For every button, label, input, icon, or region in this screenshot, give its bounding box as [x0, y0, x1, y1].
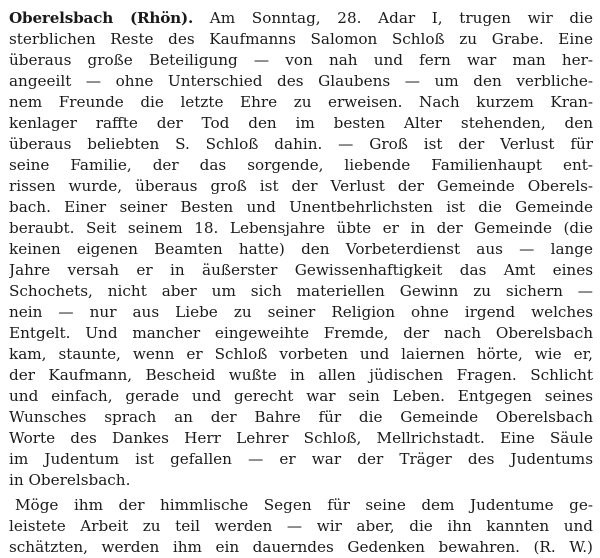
article-line: überaus beliebten S. Schloß dahin. — Groß ist der Verlust für — [9, 135, 593, 153]
article-line: rissen wurde, überaus groß ist der Verlust der Gemeinde Oberels- — [9, 177, 593, 195]
article-line: bach. Einer seiner Besten und Unentbehrlichsten ist die Gemeinde — [9, 198, 593, 216]
article-line: kam, staunte, wenn er Schloß vorbeten und laiernen hörte, wie er, — [9, 345, 593, 363]
article — [9, 8, 593, 558]
article-line: im Judentum ist gefallen — er war der Träger des Judentums — [9, 450, 593, 468]
article-line-text: Am Sonntag, 28. Adar I, trugen wir die — [193, 9, 593, 27]
article-line: schätzten, werden ihm ein dauerndes Gedenken bewahren. (R. W.) — [9, 538, 593, 556]
article-heading: Oberelsbach (Rhön). — [9, 9, 194, 27]
article-line: kenlager raffte der Tod den im besten Alter stehenden, den — [9, 114, 593, 132]
article-line — [9, 8, 593, 29]
article-line: Entgelt. Und mancher eingeweihte Fremde, der nach Oberelsbach — [9, 324, 593, 342]
article-line: überaus große Beteiligung — von nah und fern war man her- — [9, 51, 593, 69]
article-line: Worte des Dankes Herr Lehrer Schloß, Mellrichstadt. Eine Säule — [9, 429, 593, 447]
article-line: nem Freunde die letzte Ehre zu erweisen. Nach kurzem Kran- — [9, 93, 593, 111]
article-line: und einfach, gerade und gerecht war sein Leben. Entgegen seines — [9, 387, 593, 405]
article-line: sterblichen Reste des Kaufmanns Salomon Schloß zu Grabe. Eine — [9, 30, 593, 48]
article-line: keinen eigenen Beamten hatte) den Vorbeterdienst aus — lange — [9, 240, 593, 258]
article-line: nein — nur aus Liebe zu seiner Religion ohne irgend welches — [9, 303, 593, 321]
article-line: in Oberelsbach. — [9, 471, 131, 489]
article-line: Jahre versah er in äußerster Gewissenhaftigkeit das Amt eines — [9, 261, 593, 279]
article-line: Schochets, nicht aber um sich materiellen Gewinn zu sichern — — [9, 282, 593, 300]
article-line: angeeilt — ohne Unterschied des Glaubens — um den verbliche- — [9, 72, 593, 90]
article-line: beraubt. Seit seinem 18. Lebensjahre übte er in der Gemeinde (die — [9, 219, 593, 237]
article-line: der Kaufmann, Bescheid wußte in allen jüdischen Fragen. Schlicht — [9, 366, 593, 384]
article-line: Möge ihm der himmlische Segen für seine dem Judentume ge- — [15, 496, 593, 514]
article-line: seine Familie, der das sorgende, liebende Familienhaupt ent- — [9, 156, 593, 174]
article-line: leistete Arbeit zu teil werden — wir aber, die ihn kannten und — [9, 517, 593, 535]
article-line: Wunsches sprach an der Bahre für die Gemeinde Oberelsbach — [9, 408, 593, 426]
